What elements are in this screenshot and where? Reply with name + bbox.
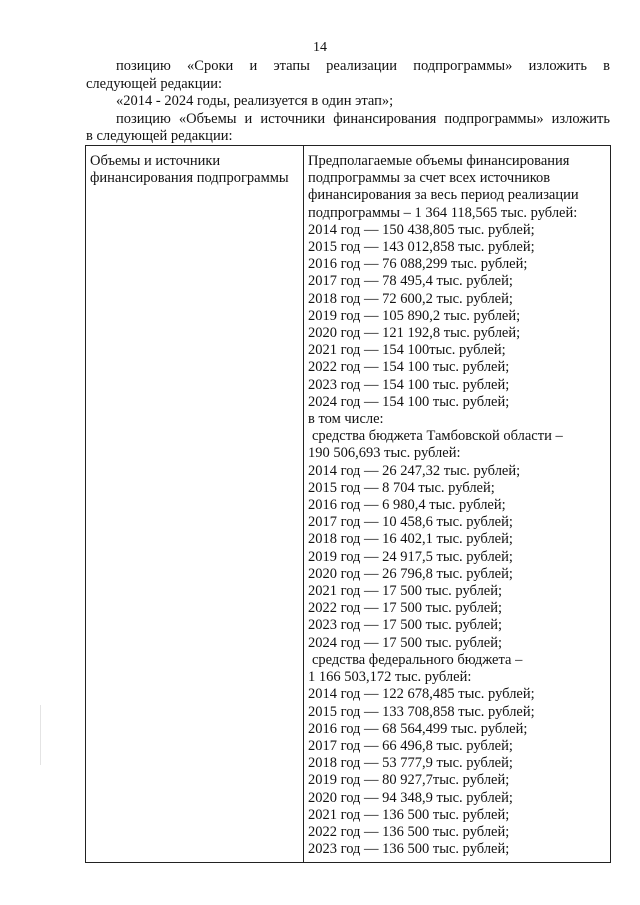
table-left-cell xyxy=(86,146,304,862)
table-right-line: 2020 год — 94 348,9 тыс. рублей; xyxy=(308,789,513,806)
page-number: 14 xyxy=(313,40,327,55)
table-left-line: Объемы и источники xyxy=(90,153,221,169)
intro-paragraph-3-line-2: в следующей редакции: xyxy=(86,128,233,144)
table-right-line: 2019 год — 24 917,5 тыс. рублей; xyxy=(308,548,513,565)
table-right-line: 2024 год — 154 100 тыс. рублей; xyxy=(308,393,510,410)
table-right-line: 1 166 503,172 тыс. рублей: xyxy=(308,669,472,686)
intro-paragraph-3-line-1: позицию «Объемы и источники финансирования подпрограммы» изложить xyxy=(116,110,610,127)
table-right-line: 2018 год — 16 402,1 тыс. рублей; xyxy=(308,531,513,548)
table-right-line: 2014 год — 26 247,32 тыс. рублей; xyxy=(308,462,521,479)
intro-paragraph-1-line-2: следующей редакции: xyxy=(86,75,223,92)
table-right-line: Предполагаемые объемы финансирования xyxy=(308,153,570,169)
table-right-line: 2017 год — 10 458,6 тыс. рублей; xyxy=(308,514,513,531)
table-right-line: 2017 год — 66 496,8 тыс. рублей; xyxy=(308,737,513,754)
table-right-line: 2017 год — 78 495,4 тыс. рублей; xyxy=(308,273,513,290)
margin-scan-mark xyxy=(40,705,41,765)
table-right-line: 2016 год — 76 088,299 тыс. рублей; xyxy=(308,256,528,273)
intro-text xyxy=(86,58,610,146)
table-right-line: 2014 год — 150 438,805 тыс. рублей; xyxy=(308,221,535,238)
table-right-line: 2020 год — 26 796,8 тыс. рублей; xyxy=(308,565,513,582)
table-right-line: 2019 год — 105 890,2 тыс. рублей; xyxy=(308,307,521,324)
financing-table xyxy=(85,145,611,863)
table-right-line: подпрограммы за счет всех источников xyxy=(308,170,551,187)
table-right-line: 2018 год — 72 600,2 тыс. рублей; xyxy=(308,290,513,307)
table-right-line: средства бюджета Тамбовской области – xyxy=(312,428,563,445)
table-left-line: финансирования подпрограммы xyxy=(90,170,289,187)
table-right-line: 2015 год — 8 704 тыс. рублей; xyxy=(308,479,495,496)
table-right-line: 2024 год — 17 500 тыс. рублей; xyxy=(308,634,503,651)
table-right-line: финансирования за весь период реализации xyxy=(308,187,579,204)
table-right-line: 2019 год — 80 927,7тыс. рублей; xyxy=(308,772,510,789)
table-right-line: 2021 год — 136 500 тыс. рублей; xyxy=(308,806,510,823)
table-right-line: 2016 год — 6 980,4 тыс. рублей; xyxy=(308,497,506,514)
table-right-line: в том числе: xyxy=(308,411,384,428)
table-right-line: 2022 год — 136 500 тыс. рублей; xyxy=(308,823,510,840)
table-right-line: 2021 год — 154 100тыс. рублей; xyxy=(308,342,506,359)
table-right-line: 2018 год — 53 777,9 тыс. рублей; xyxy=(308,755,513,772)
table-right-line: 2021 год — 17 500 тыс. рублей; xyxy=(308,583,503,600)
table-right-line: 190 506,693 тыс. рублей: xyxy=(308,445,461,462)
table-right-line: 2023 год — 154 100 тыс. рублей; xyxy=(308,376,510,393)
intro-paragraph-1-line-1: позицию «Сроки и этапы реализации подпрограммы» изложить в xyxy=(116,58,610,74)
table-right-cell xyxy=(304,146,610,862)
table-right-line: 2020 год — 121 192,8 тыс. рублей; xyxy=(308,325,521,342)
table-right-line: 2014 год — 122 678,485 тыс. рублей; xyxy=(308,686,535,703)
table-right-line: 2022 год — 17 500 тыс. рублей; xyxy=(308,600,503,617)
table-right-line: 2015 год — 143 012,858 тыс. рублей; xyxy=(308,239,535,256)
table-right-line: средства федерального бюджета – xyxy=(312,651,523,668)
table-right-line: 2015 год — 133 708,858 тыс. рублей; xyxy=(308,703,535,720)
intro-paragraph-2: «2014 - 2024 годы, реализуется в один этап»; xyxy=(116,93,394,109)
table-right-line: 2023 год — 17 500 тыс. рублей; xyxy=(308,617,503,634)
table-right-line: 2022 год — 154 100 тыс. рублей; xyxy=(308,359,510,376)
table-right-line: подпрограммы – 1 364 118,565 тыс. рублей: xyxy=(308,204,578,221)
table-right-line: 2023 год — 136 500 тыс. рублей; xyxy=(308,841,510,858)
table-right-line: 2016 год — 68 564,499 тыс. рублей; xyxy=(308,720,528,737)
